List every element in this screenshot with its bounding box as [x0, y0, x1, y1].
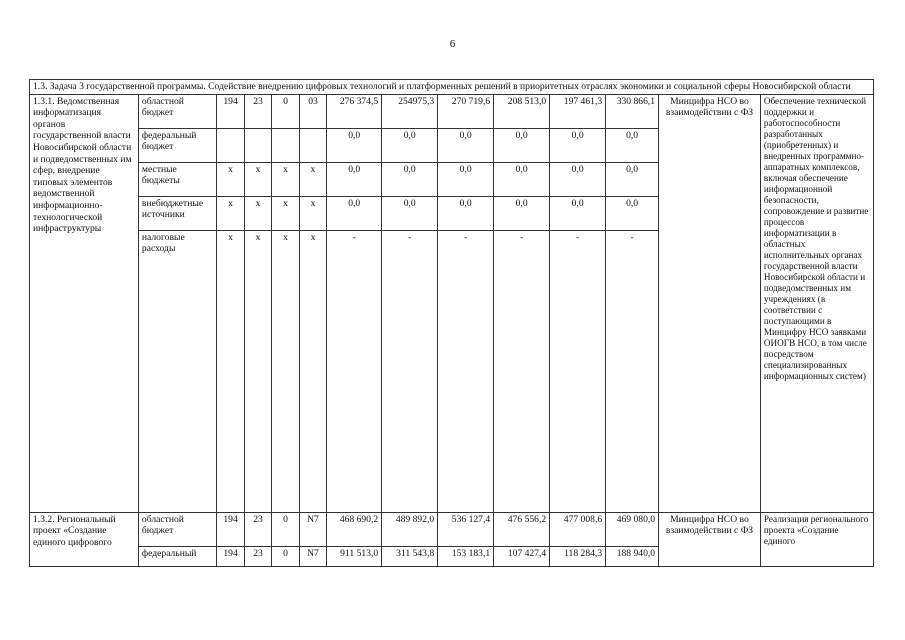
code-cell: 0: [272, 546, 299, 566]
table-row: [30, 94, 874, 128]
value-cell: 254975,3: [382, 94, 438, 128]
value-cell: 0,0: [438, 128, 494, 162]
value-cell: 0,0: [382, 128, 438, 162]
item-name: 1.3.1. Ведомственная информатизация органов государственной власти Новосибирской области и подведомственных им сфер, внедрение типовых элементов ведомственной информационно-технологической инфраструктуры: [30, 94, 139, 512]
value-cell: 0,0: [494, 162, 550, 196]
value-cell: 197 461,3: [550, 94, 606, 128]
code-cell: х: [217, 162, 244, 196]
value-cell: 489 892,0: [382, 512, 438, 546]
expected-result-cell: Обеспечение технической поддержки и работоспособности разработанных (приобретенных) и внедренных программно-аппаратных комплексов, включая обеспечение информационной безопасности, сопровождение и развитие процессов информатизации в областных исполнительных органах государственной власти Новосибирской области и подведомственных им учреждениях (в соответствии с поступающими в Минцифру НСО заявками ОИОГВ НСО, в том числе посредством специализированных информационных систем): [760, 94, 873, 512]
value-cell: 0,0: [327, 162, 382, 196]
value-cell: -: [327, 230, 382, 512]
funding-source: налоговые расходы: [138, 230, 216, 512]
funding-source: федеральный: [138, 546, 216, 566]
code-cell: 0: [272, 512, 299, 546]
funding-source: внебюджетные источники: [138, 196, 216, 230]
value-cell: -: [438, 230, 494, 512]
funding-source: областной бюджет: [138, 94, 216, 128]
value-cell: 153 183,1: [438, 546, 494, 566]
value-cell: 0,0: [606, 196, 659, 230]
funding-source: федеральный бюджет: [138, 128, 216, 162]
expected-result-cell: Реализация регионального проекта «Создание единого: [760, 512, 873, 566]
code-cell: х: [299, 230, 326, 512]
value-cell: 188 940,0: [606, 546, 659, 566]
code-cell: [272, 128, 299, 162]
funding-source: областной бюджет: [138, 512, 216, 546]
executor-cell: Минцифра НСО во взаимодействии с ФЗ: [659, 512, 761, 566]
value-cell: 118 284,3: [550, 546, 606, 566]
value-cell: 0,0: [550, 128, 606, 162]
value-cell: 0,0: [550, 162, 606, 196]
code-cell: 0: [272, 94, 299, 128]
code-cell: х: [217, 196, 244, 230]
page-number: 6: [449, 38, 456, 50]
value-cell: 0,0: [438, 162, 494, 196]
value-cell: 0,0: [550, 196, 606, 230]
value-cell: 476 556,2: [494, 512, 550, 546]
code-cell: N7: [299, 546, 326, 566]
task-heading: 1.3. Задача 3 государственной программы. Содействие внедрению цифровых технологий и платформенных решений в приоритетных отраслях экономики и социальной сферы Новосибирской области: [30, 80, 874, 95]
task-row: [30, 80, 874, 95]
value-cell: 911 513,0: [327, 546, 382, 566]
program-table: [29, 79, 874, 567]
item-name: 1.3.2. Региональный проект «Создание единого цифрового: [30, 512, 139, 566]
code-cell: 23: [244, 512, 271, 546]
value-cell: 208 513,0: [494, 94, 550, 128]
code-cell: х: [244, 196, 271, 230]
code-cell: х: [244, 230, 271, 512]
value-cell: 270 719,6: [438, 94, 494, 128]
value-cell: 477 008,6: [550, 512, 606, 546]
code-cell: х: [244, 162, 271, 196]
code-cell: 23: [244, 546, 271, 566]
code-cell: 194: [217, 512, 244, 546]
code-cell: х: [272, 162, 299, 196]
value-cell: 0,0: [327, 128, 382, 162]
value-cell: 0,0: [438, 196, 494, 230]
code-cell: 03: [299, 94, 326, 128]
table-row: [30, 512, 874, 546]
value-cell: 0,0: [494, 196, 550, 230]
value-cell: 0,0: [494, 128, 550, 162]
value-cell: 0,0: [606, 128, 659, 162]
value-cell: 276 374,5: [327, 94, 382, 128]
value-cell: -: [494, 230, 550, 512]
code-cell: [217, 128, 244, 162]
code-cell: 23: [244, 94, 271, 128]
value-cell: 0,0: [606, 162, 659, 196]
value-cell: 469 080,0: [606, 512, 659, 546]
value-cell: 107 427,4: [494, 546, 550, 566]
value-cell: 0,0: [382, 196, 438, 230]
value-cell: -: [382, 230, 438, 512]
value-cell: 468 690,2: [327, 512, 382, 546]
code-cell: х: [299, 196, 326, 230]
code-cell: х: [217, 230, 244, 512]
value-cell: 330 866,1: [606, 94, 659, 128]
value-cell: -: [606, 230, 659, 512]
value-cell: 0,0: [382, 162, 438, 196]
value-cell: -: [550, 230, 606, 512]
code-cell: 194: [217, 546, 244, 566]
code-cell: N7: [299, 512, 326, 546]
code-cell: х: [272, 196, 299, 230]
value-cell: 311 543,8: [382, 546, 438, 566]
code-cell: [299, 128, 326, 162]
code-cell: х: [272, 230, 299, 512]
code-cell: 194: [217, 94, 244, 128]
code-cell: х: [299, 162, 326, 196]
funding-source: местные бюджеты: [138, 162, 216, 196]
executor-cell: Минцифра НСО во взаимодействии с ФЗ: [659, 94, 761, 512]
value-cell: 536 127,4: [438, 512, 494, 546]
code-cell: [244, 128, 271, 162]
value-cell: 0,0: [327, 196, 382, 230]
